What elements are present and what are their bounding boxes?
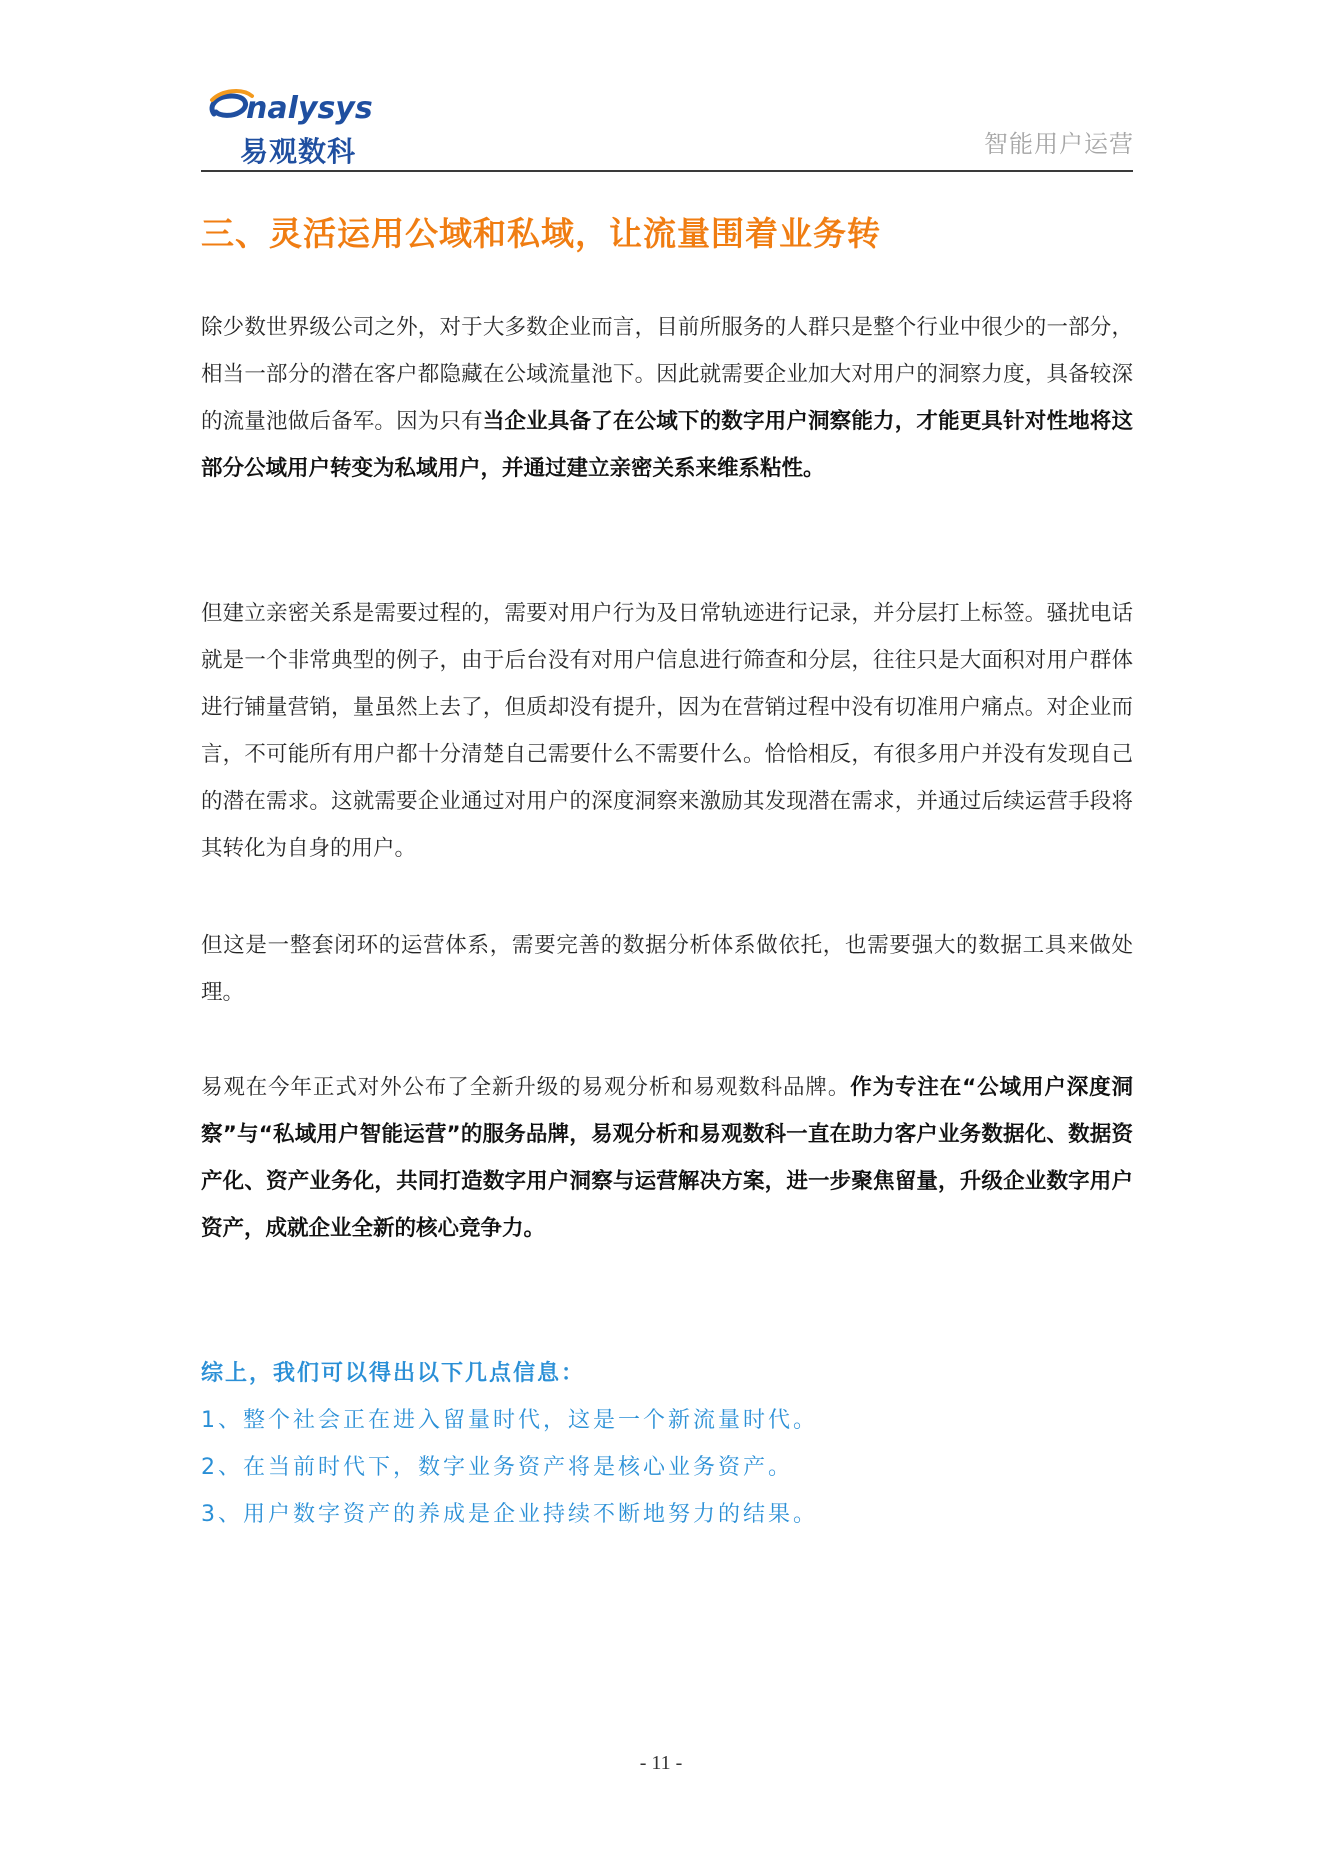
- header-divider: [201, 170, 1133, 172]
- page-number: - 11 -: [639, 1752, 683, 1774]
- paragraph-1-emphasis: 当企业具备了在公域下的数字用户洞察能力，才能更具针对性地将这部分公域用户转变为私域用户，并通过建立亲密关系来维系粘性。: [201, 409, 1133, 481]
- header-title: 智能用户运营: [984, 130, 1134, 158]
- summary-block: [201, 1350, 1133, 1538]
- summary-item-3: 3、用户数字资产的养成是企业持续不断地努力的结果。: [201, 1502, 818, 1527]
- paragraph-1-text: 除少数世界级公司之外，对于大多数企业而言，目前所服务的人群只是整个行业中很少的一部分，相当一部分的潜在客户都隐藏在公域流量池下。因此就需要企业加大对用户的洞察力度，具备较深的流量池做后备军。因为只有: [201, 315, 1133, 434]
- paragraph-4: [201, 1064, 1133, 1252]
- logo-chinese-name: 易观数科: [240, 135, 357, 168]
- paragraph-2: 但建立亲密关系是需要过程的，需要对用户行为及日常轨迹进行记录，并分层打上标签。骚扰电话就是一个非常典型的例子，由于后台没有对用户信息进行筛查和分层，往往只是大面积对用户群体进行铺量营销，量虽然上去了，但质却没有提升，因为在营销过程中没有切准用户痛点。对企业而言，不可能所有用户都十分清楚自己需要什么不需要什么。恰恰相反，有很多用户并没有发现自己的潜在需求。这就需要企业通过对用户的深度洞察来激励其发现潜在需求，并通过后续运营手段将其转化为自身的用户。: [201, 601, 1133, 861]
- summary-heading: 综上，我们可以得出以下几点信息：: [201, 1361, 586, 1386]
- summary-item-1: 1、整个社会正在进入留量时代，这是一个新流量时代。: [201, 1408, 818, 1433]
- section-title: 三、灵活运用公域和私域，让流量围着业务转: [201, 214, 881, 253]
- paragraph-4-emphasis: 作为专注在“公域用户深度洞察”与“私域用户智能运营”的服务品牌，易观分析和易观数科一直在助力客户业务数据化、数据资产化、资产业务化，共同打造数字用户洞察与运营解决方案，进一步聚焦留量，升级企业数字用户资产，成就企业全新的核心竞争力。: [201, 1075, 1133, 1241]
- paragraph-3: 但这是一整套闭环的运营体系，需要完善的数据分析体系做依托，也需要强大的数据工具来做处理。: [201, 933, 1133, 1005]
- analysys-logo-mark: [206, 84, 376, 130]
- logo-wordmark: nalysys: [246, 91, 373, 126]
- summary-item-2: 2、在当前时代下，数字业务资产将是核心业务资产。: [201, 1455, 793, 1480]
- paragraph-4-text: 易观在今年正式对外公布了全新升级的易观分析和易观数科品牌。: [201, 1075, 851, 1100]
- paragraph-1: [201, 304, 1133, 492]
- analysys-logo: [206, 84, 376, 166]
